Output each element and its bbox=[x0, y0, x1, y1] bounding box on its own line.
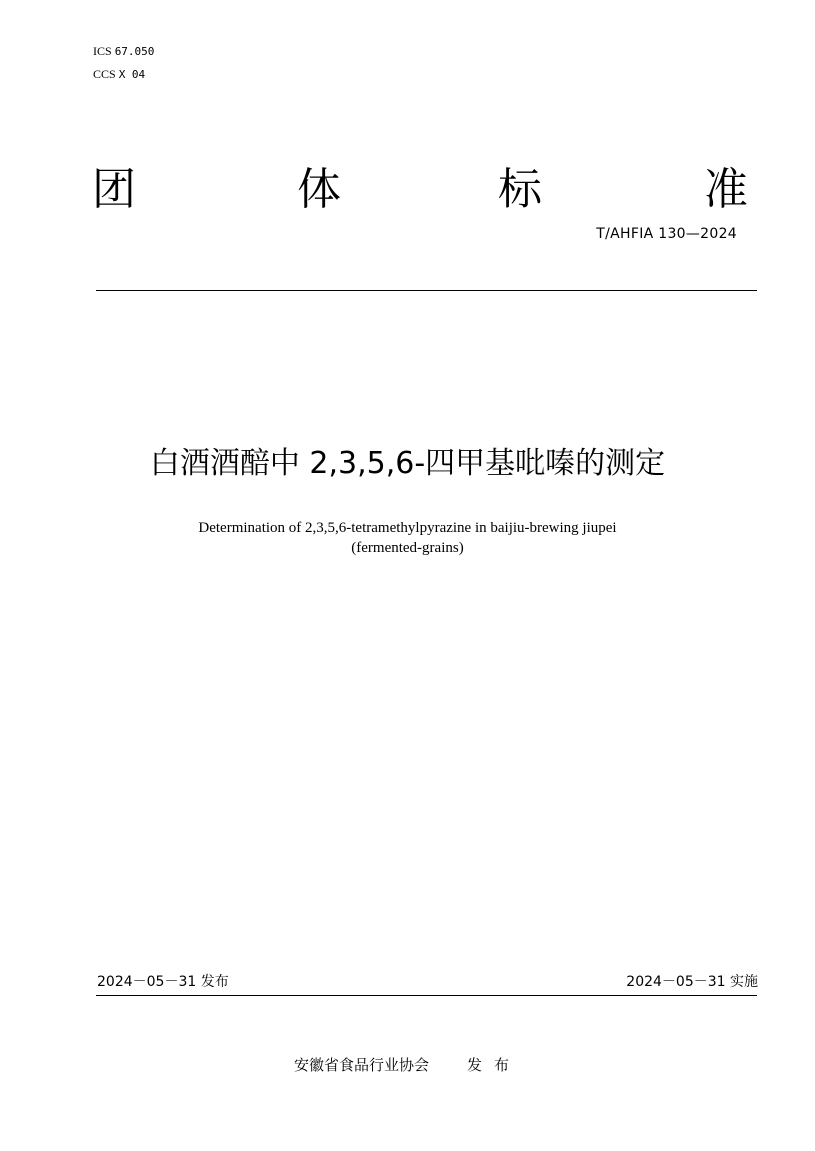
top-divider bbox=[96, 290, 757, 291]
implementation-date: 2024－05－31 实施 bbox=[626, 974, 758, 990]
ics-line bbox=[93, 40, 154, 63]
publisher-line bbox=[0, 1054, 815, 1076]
english-title-line-2: (fermented-grains) bbox=[351, 540, 464, 556]
standard-number: T/AHFIA 130—2024 bbox=[596, 226, 737, 242]
bottom-divider bbox=[96, 995, 757, 996]
document-title-english bbox=[120, 518, 695, 558]
standard-type-heading bbox=[92, 160, 752, 220]
standard-type-char-4: 准 bbox=[704, 164, 748, 215]
english-title-line-1: Determination of 2,3,5,6-tetramethylpyrazine in baijiu-brewing jiupei bbox=[198, 520, 617, 536]
publish-date: 2024－05－31 发布 bbox=[97, 974, 229, 990]
classification-codes bbox=[93, 40, 154, 86]
standard-type-char-3: 标 bbox=[498, 164, 542, 215]
publisher-organization: 安徽省食品行业协会 bbox=[293, 1056, 429, 1074]
standard-type-char-1: 团 bbox=[92, 164, 136, 215]
ccs-label: CCS bbox=[93, 67, 116, 81]
standard-type-char-2: 体 bbox=[297, 164, 341, 215]
publisher-action: 发布 bbox=[467, 1056, 522, 1074]
ics-code: 67.050 bbox=[114, 45, 155, 58]
ics-label: ICS bbox=[93, 44, 112, 58]
ccs-code: X 04 bbox=[118, 68, 146, 81]
ccs-line bbox=[93, 63, 154, 86]
document-title-chinese: 白酒酒醅中 2,3,5,6-四甲基吡嗪的测定 bbox=[149, 446, 666, 481]
